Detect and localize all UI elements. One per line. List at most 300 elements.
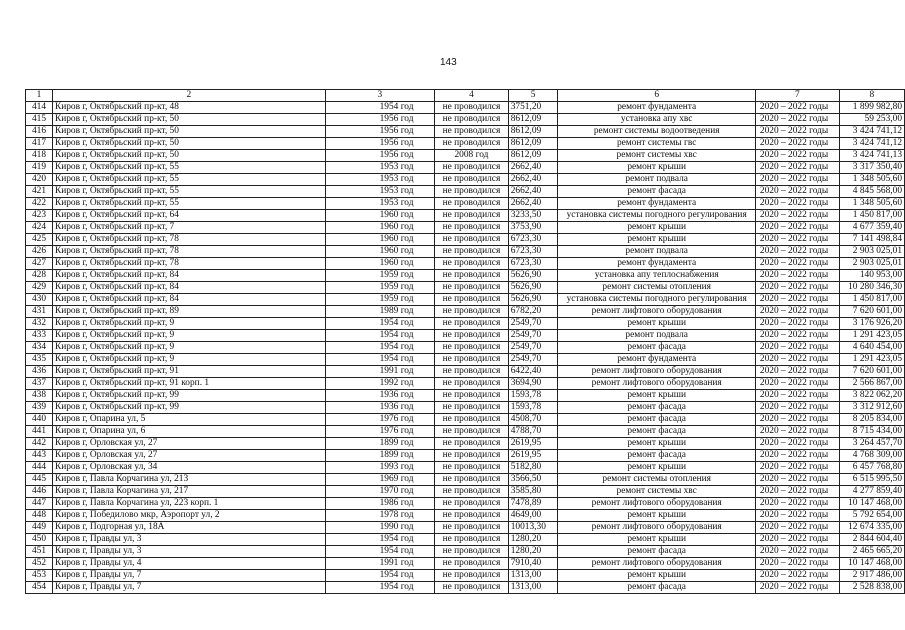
last-repair-cell: не проводился — [435, 342, 509, 354]
period-cell: 2020 – 2022 годы — [755, 546, 839, 558]
table-row — [26, 294, 905, 306]
work-type-cell: ремонт крыши — [558, 510, 755, 522]
work-type-cell: ремонт системы водоотведения — [558, 126, 755, 138]
table-row — [26, 258, 905, 270]
build-year-cell: 1953 год — [325, 198, 435, 210]
area-cell: 8612,09 — [508, 150, 558, 162]
row-number: 416 — [26, 126, 53, 138]
address-cell: Киров г, Октябрьский пр-кт, 84 — [52, 270, 325, 282]
last-repair-cell: не проводился — [435, 282, 509, 294]
work-type-cell: ремонт фасада — [558, 546, 755, 558]
area-cell: 3233,50 — [508, 210, 558, 222]
build-year-cell: 1976 год — [325, 426, 435, 438]
last-repair-cell: не проводился — [435, 402, 509, 414]
row-number: 435 — [26, 354, 53, 366]
build-year-cell: 1936 год — [325, 402, 435, 414]
last-repair-cell: не проводился — [435, 522, 509, 534]
area-cell: 3751,20 — [508, 102, 558, 114]
table-row — [26, 270, 905, 282]
address-cell: Киров г, Октябрьский пр-кт, 50 — [52, 126, 325, 138]
area-cell: 2662,40 — [508, 174, 558, 186]
area-cell: 8612,09 — [508, 138, 558, 150]
row-number: 420 — [26, 174, 53, 186]
row-number: 437 — [26, 378, 53, 390]
area-cell: 2549,70 — [508, 354, 558, 366]
period-cell: 2020 – 2022 годы — [755, 486, 839, 498]
period-cell: 2020 – 2022 годы — [755, 582, 839, 594]
row-number: 426 — [26, 246, 53, 258]
build-year-cell: 1970 год — [325, 486, 435, 498]
area-cell: 10013,30 — [508, 522, 558, 534]
row-number: 450 — [26, 534, 53, 546]
last-repair-cell: не проводился — [435, 438, 509, 450]
period-cell: 2020 – 2022 годы — [755, 186, 839, 198]
row-number: 418 — [26, 150, 53, 162]
cost-cell: 2 917 486,00 — [839, 570, 904, 582]
table-row — [26, 102, 905, 114]
cost-cell: 3 424 741,12 — [839, 126, 904, 138]
period-cell: 2020 – 2022 годы — [755, 450, 839, 462]
last-repair-cell: не проводился — [435, 510, 509, 522]
row-number: 424 — [26, 222, 53, 234]
row-number: 428 — [26, 270, 53, 282]
period-cell: 2020 – 2022 годы — [755, 342, 839, 354]
row-number: 447 — [26, 498, 53, 510]
column-number-row — [26, 90, 905, 102]
last-repair-cell: не проводился — [435, 366, 509, 378]
build-year-cell: 1956 год — [325, 114, 435, 126]
period-cell: 2020 – 2022 годы — [755, 282, 839, 294]
period-cell: 2020 – 2022 годы — [755, 162, 839, 174]
table-row — [26, 402, 905, 414]
cost-cell: 2 566 867,00 — [839, 378, 904, 390]
last-repair-cell: не проводился — [435, 162, 509, 174]
work-type-cell: ремонт лифтового оборудования — [558, 306, 755, 318]
build-year-cell: 1991 год — [325, 366, 435, 378]
work-type-cell: ремонт системы отопления — [558, 474, 755, 486]
cost-cell: 2 528 838,00 — [839, 582, 904, 594]
build-year-cell: 1956 год — [325, 150, 435, 162]
cost-cell: 8 205 834,00 — [839, 414, 904, 426]
last-repair-cell: не проводился — [435, 186, 509, 198]
work-type-cell: ремонт крыши — [558, 222, 755, 234]
last-repair-cell: не проводился — [435, 426, 509, 438]
build-year-cell: 1992 год — [325, 378, 435, 390]
row-number: 451 — [26, 546, 53, 558]
address-cell: Киров г, Октябрьский пр-кт, 78 — [52, 246, 325, 258]
work-type-cell: ремонт фасада — [558, 426, 755, 438]
build-year-cell: 1989 год — [325, 306, 435, 318]
table-row — [26, 354, 905, 366]
area-cell: 3694,90 — [508, 378, 558, 390]
cost-cell: 10 280 346,30 — [839, 282, 904, 294]
area-cell: 5182,80 — [508, 462, 558, 474]
address-cell: Киров г, Октябрьский пр-кт, 55 — [52, 198, 325, 210]
table-row — [26, 342, 905, 354]
period-cell: 2020 – 2022 годы — [755, 570, 839, 582]
address-cell: Киров г, Октябрьский пр-кт, 99 — [52, 390, 325, 402]
area-cell: 1280,20 — [508, 534, 558, 546]
address-cell: Киров г, Октябрьский пр-кт, 50 — [52, 114, 325, 126]
work-type-cell: ремонт фундамента — [558, 102, 755, 114]
cost-cell: 2 903 025,01 — [839, 258, 904, 270]
period-cell: 2020 – 2022 годы — [755, 534, 839, 546]
address-cell: Киров г, Павла Корчагина ул, 223 корп. 1 — [52, 498, 325, 510]
address-cell: Киров г, Правды ул, 3 — [52, 546, 325, 558]
period-cell: 2020 – 2022 годы — [755, 558, 839, 570]
row-number: 446 — [26, 486, 53, 498]
row-number: 429 — [26, 282, 53, 294]
cost-cell: 1 291 423,05 — [839, 354, 904, 366]
work-type-cell: ремонт фасада — [558, 450, 755, 462]
cost-cell: 4 640 454,00 — [839, 342, 904, 354]
area-cell: 4788,70 — [508, 426, 558, 438]
period-cell: 2020 – 2022 годы — [755, 414, 839, 426]
work-type-cell: ремонт фасада — [558, 582, 755, 594]
repair-register-table — [25, 89, 905, 594]
row-number: 453 — [26, 570, 53, 582]
work-type-cell: установка системы погодного регулирования — [558, 294, 755, 306]
build-year-cell: 1954 год — [325, 582, 435, 594]
period-cell: 2020 – 2022 годы — [755, 354, 839, 366]
cost-cell: 4 768 309,00 — [839, 450, 904, 462]
table-row — [26, 210, 905, 222]
cost-cell: 140 953,00 — [839, 270, 904, 282]
row-number: 432 — [26, 318, 53, 330]
address-cell: Киров г, Октябрьский пр-кт, 84 — [52, 282, 325, 294]
period-cell: 2020 – 2022 годы — [755, 330, 839, 342]
address-cell: Киров г, Октябрьский пр-кт, 50 — [52, 138, 325, 150]
build-year-cell: 1953 год — [325, 174, 435, 186]
row-number: 433 — [26, 330, 53, 342]
work-type-cell: ремонт крыши — [558, 438, 755, 450]
area-cell: 5626,90 — [508, 282, 558, 294]
table-row — [26, 414, 905, 426]
address-cell: Киров г, Октябрьский пр-кт, 50 — [52, 150, 325, 162]
address-cell: Киров г, Октябрьский пр-кт, 89 — [52, 306, 325, 318]
area-cell: 1593,78 — [508, 390, 558, 402]
address-cell: Киров г, Орловская ул, 27 — [52, 438, 325, 450]
cost-cell: 7 620 601,00 — [839, 366, 904, 378]
table-row — [26, 378, 905, 390]
last-repair-cell: не проводился — [435, 174, 509, 186]
cost-cell: 59 253,00 — [839, 114, 904, 126]
table-row — [26, 534, 905, 546]
period-cell: 2020 – 2022 годы — [755, 114, 839, 126]
area-cell: 6723,30 — [508, 258, 558, 270]
table-row — [26, 474, 905, 486]
last-repair-cell: не проводился — [435, 258, 509, 270]
column-header: 5 — [508, 90, 558, 102]
address-cell: Киров г, Подгорная ул, 18А — [52, 522, 325, 534]
row-number: 436 — [26, 366, 53, 378]
last-repair-cell: не проводился — [435, 450, 509, 462]
last-repair-cell: не проводился — [435, 234, 509, 246]
last-repair-cell: не проводился — [435, 294, 509, 306]
last-repair-cell: не проводился — [435, 558, 509, 570]
column-header: 1 — [26, 90, 53, 102]
work-type-cell: ремонт системы отопления — [558, 282, 755, 294]
table-row — [26, 198, 905, 210]
work-type-cell: ремонт крыши — [558, 234, 755, 246]
work-type-cell: ремонт фасада — [558, 402, 755, 414]
area-cell: 1593,78 — [508, 402, 558, 414]
cost-cell: 4 845 568,00 — [839, 186, 904, 198]
address-cell: Киров г, Правды ул, 7 — [52, 582, 325, 594]
period-cell: 2020 – 2022 годы — [755, 102, 839, 114]
last-repair-cell: не проводился — [435, 462, 509, 474]
table-row — [26, 282, 905, 294]
table-row — [26, 330, 905, 342]
last-repair-cell: 2008 год — [435, 150, 509, 162]
cost-cell: 4 277 859,40 — [839, 486, 904, 498]
row-number: 445 — [26, 474, 53, 486]
table-row — [26, 318, 905, 330]
build-year-cell: 1954 год — [325, 102, 435, 114]
row-number: 434 — [26, 342, 53, 354]
area-cell: 2619,95 — [508, 438, 558, 450]
last-repair-cell: не проводился — [435, 138, 509, 150]
address-cell: Киров г, Павла Корчагина ул, 217 — [52, 486, 325, 498]
address-cell: Киров г, Опарина ул, 5 — [52, 414, 325, 426]
column-header: 7 — [755, 90, 839, 102]
work-type-cell: ремонт крыши — [558, 318, 755, 330]
table-body — [26, 90, 905, 594]
period-cell: 2020 – 2022 годы — [755, 378, 839, 390]
period-cell: 2020 – 2022 годы — [755, 498, 839, 510]
build-year-cell: 1954 год — [325, 534, 435, 546]
cost-cell: 1 899 982,80 — [839, 102, 904, 114]
row-number: 452 — [26, 558, 53, 570]
cost-cell: 2 465 665,20 — [839, 546, 904, 558]
period-cell: 2020 – 2022 годы — [755, 198, 839, 210]
table-row — [26, 558, 905, 570]
address-cell: Киров г, Октябрьский пр-кт, 9 — [52, 342, 325, 354]
last-repair-cell: не проводился — [435, 534, 509, 546]
work-type-cell: ремонт крыши — [558, 462, 755, 474]
table-row — [26, 174, 905, 186]
column-header: 2 — [52, 90, 325, 102]
work-type-cell: ремонт фундамента — [558, 258, 755, 270]
work-type-cell: ремонт лифтового оборудования — [558, 558, 755, 570]
cost-cell: 3 264 457,70 — [839, 438, 904, 450]
address-cell: Киров г, Октябрьский пр-кт, 78 — [52, 258, 325, 270]
area-cell: 3753,90 — [508, 222, 558, 234]
row-number: 421 — [26, 186, 53, 198]
last-repair-cell: не проводился — [435, 474, 509, 486]
cost-cell: 10 147 468,00 — [839, 498, 904, 510]
period-cell: 2020 – 2022 годы — [755, 474, 839, 486]
area-cell: 4508,70 — [508, 414, 558, 426]
work-type-cell: ремонт фундамента — [558, 354, 755, 366]
work-type-cell: установка апу хвс — [558, 114, 755, 126]
area-cell: 2662,40 — [508, 162, 558, 174]
row-number: 431 — [26, 306, 53, 318]
table-row — [26, 390, 905, 402]
last-repair-cell: не проводился — [435, 210, 509, 222]
table-row — [26, 234, 905, 246]
cost-cell: 3 822 062,20 — [839, 390, 904, 402]
build-year-cell: 1954 год — [325, 546, 435, 558]
table-row — [26, 450, 905, 462]
work-type-cell: ремонт подвала — [558, 330, 755, 342]
build-year-cell: 1969 год — [325, 474, 435, 486]
area-cell: 3566,50 — [508, 474, 558, 486]
cost-cell: 1 450 817,00 — [839, 210, 904, 222]
address-cell: Киров г, Октябрьский пр-кт, 9 — [52, 318, 325, 330]
last-repair-cell: не проводился — [435, 246, 509, 258]
address-cell: Киров г, Октябрьский пр-кт, 48 — [52, 102, 325, 114]
last-repair-cell: не проводился — [435, 306, 509, 318]
cost-cell: 2 903 025,01 — [839, 246, 904, 258]
address-cell: Киров г, Октябрьский пр-кт, 55 — [52, 174, 325, 186]
table-row — [26, 114, 905, 126]
cost-cell: 3 424 741,13 — [839, 150, 904, 162]
last-repair-cell: не проводился — [435, 414, 509, 426]
table-row — [26, 306, 905, 318]
column-header: 3 — [325, 90, 435, 102]
cost-cell: 3 317 350,40 — [839, 162, 904, 174]
address-cell: Киров г, Орловская ул, 27 — [52, 450, 325, 462]
period-cell: 2020 – 2022 годы — [755, 366, 839, 378]
build-year-cell: 1954 год — [325, 330, 435, 342]
address-cell: Киров г, Победилово мкр, Аэропорт ул, 2 — [52, 510, 325, 522]
period-cell: 2020 – 2022 годы — [755, 438, 839, 450]
period-cell: 2020 – 2022 годы — [755, 174, 839, 186]
row-number: 415 — [26, 114, 53, 126]
work-type-cell: ремонт лифтового оборудования — [558, 366, 755, 378]
build-year-cell: 1954 год — [325, 354, 435, 366]
table-row — [26, 462, 905, 474]
work-type-cell: ремонт крыши — [558, 390, 755, 402]
table-row — [26, 426, 905, 438]
last-repair-cell: не проводился — [435, 126, 509, 138]
period-cell: 2020 – 2022 годы — [755, 294, 839, 306]
row-number: 422 — [26, 198, 53, 210]
work-type-cell: ремонт фасада — [558, 186, 755, 198]
last-repair-cell: не проводился — [435, 378, 509, 390]
table-row — [26, 510, 905, 522]
build-year-cell: 1899 год — [325, 438, 435, 450]
address-cell: Киров г, Павла Корчагина ул, 213 — [52, 474, 325, 486]
cost-cell: 3 424 741,12 — [839, 138, 904, 150]
address-cell: Киров г, Октябрьский пр-кт, 9 — [52, 330, 325, 342]
work-type-cell: ремонт лифтового оборудования — [558, 522, 755, 534]
address-cell: Киров г, Орловская ул, 34 — [52, 462, 325, 474]
table-row — [26, 366, 905, 378]
table-row — [26, 138, 905, 150]
build-year-cell: 1959 год — [325, 282, 435, 294]
cost-cell: 7 620 601,00 — [839, 306, 904, 318]
last-repair-cell: не проводился — [435, 498, 509, 510]
cost-cell: 7 141 498,84 — [839, 234, 904, 246]
row-number: 439 — [26, 402, 53, 414]
row-number: 438 — [26, 390, 53, 402]
last-repair-cell: не проводился — [435, 222, 509, 234]
last-repair-cell: не проводился — [435, 318, 509, 330]
period-cell: 2020 – 2022 годы — [755, 318, 839, 330]
build-year-cell: 1954 год — [325, 342, 435, 354]
table-row — [26, 246, 905, 258]
table-row — [26, 438, 905, 450]
address-cell: Киров г, Октябрьский пр-кт, 64 — [52, 210, 325, 222]
cost-cell: 8 715 434,00 — [839, 426, 904, 438]
table-row — [26, 570, 905, 582]
address-cell: Киров г, Правды ул, 7 — [52, 570, 325, 582]
table-row — [26, 126, 905, 138]
table-row — [26, 162, 905, 174]
work-type-cell: ремонт фундамента — [558, 198, 755, 210]
cost-cell: 1 348 505,60 — [839, 174, 904, 186]
area-cell: 3585,80 — [508, 486, 558, 498]
build-year-cell: 1993 год — [325, 462, 435, 474]
area-cell: 2662,40 — [508, 186, 558, 198]
row-number: 442 — [26, 438, 53, 450]
period-cell: 2020 – 2022 годы — [755, 462, 839, 474]
area-cell: 5626,90 — [508, 270, 558, 282]
address-cell: Киров г, Октябрьский пр-кт, 55 — [52, 186, 325, 198]
row-number: 440 — [26, 414, 53, 426]
work-type-cell: ремонт системы хвс — [558, 486, 755, 498]
address-cell: Киров г, Октябрьский пр-кт, 84 — [52, 294, 325, 306]
area-cell: 2619,95 — [508, 450, 558, 462]
period-cell: 2020 – 2022 годы — [755, 510, 839, 522]
build-year-cell: 1956 год — [325, 126, 435, 138]
column-header: 8 — [839, 90, 904, 102]
last-repair-cell: не проводился — [435, 354, 509, 366]
last-repair-cell: не проводился — [435, 570, 509, 582]
row-number: 414 — [26, 102, 53, 114]
row-number: 444 — [26, 462, 53, 474]
last-repair-cell: не проводился — [435, 102, 509, 114]
row-number: 417 — [26, 138, 53, 150]
column-header: 4 — [435, 90, 509, 102]
build-year-cell: 1959 год — [325, 270, 435, 282]
period-cell: 2020 – 2022 годы — [755, 126, 839, 138]
area-cell: 5626,90 — [508, 294, 558, 306]
work-type-cell: ремонт системы хвс — [558, 150, 755, 162]
cost-cell: 1 348 505,60 — [839, 198, 904, 210]
build-year-cell: 1990 год — [325, 522, 435, 534]
cost-cell: 1 450 817,00 — [839, 294, 904, 306]
address-cell: Киров г, Правды ул, 3 — [52, 534, 325, 546]
row-number: 427 — [26, 258, 53, 270]
address-cell: Киров г, Правды ул, 4 — [52, 558, 325, 570]
period-cell: 2020 – 2022 годы — [755, 402, 839, 414]
row-number: 419 — [26, 162, 53, 174]
address-cell: Киров г, Октябрьский пр-кт, 9 — [52, 354, 325, 366]
build-year-cell: 1899 год — [325, 450, 435, 462]
area-cell: 6723,30 — [508, 246, 558, 258]
build-year-cell: 1960 год — [325, 246, 435, 258]
work-type-cell: ремонт крыши — [558, 162, 755, 174]
cost-cell: 10 147 468,00 — [839, 558, 904, 570]
row-number: 441 — [26, 426, 53, 438]
area-cell: 4649,00 — [508, 510, 558, 522]
area-cell: 2662,40 — [508, 198, 558, 210]
build-year-cell: 1936 год — [325, 390, 435, 402]
cost-cell: 6 457 768,80 — [839, 462, 904, 474]
area-cell: 7910,40 — [508, 558, 558, 570]
work-type-cell: ремонт лифтового оборудования — [558, 378, 755, 390]
table-row — [26, 522, 905, 534]
last-repair-cell: не проводился — [435, 486, 509, 498]
last-repair-cell: не проводился — [435, 582, 509, 594]
area-cell: 7478,89 — [508, 498, 558, 510]
table-row — [26, 582, 905, 594]
period-cell: 2020 – 2022 годы — [755, 150, 839, 162]
last-repair-cell: не проводился — [435, 390, 509, 402]
